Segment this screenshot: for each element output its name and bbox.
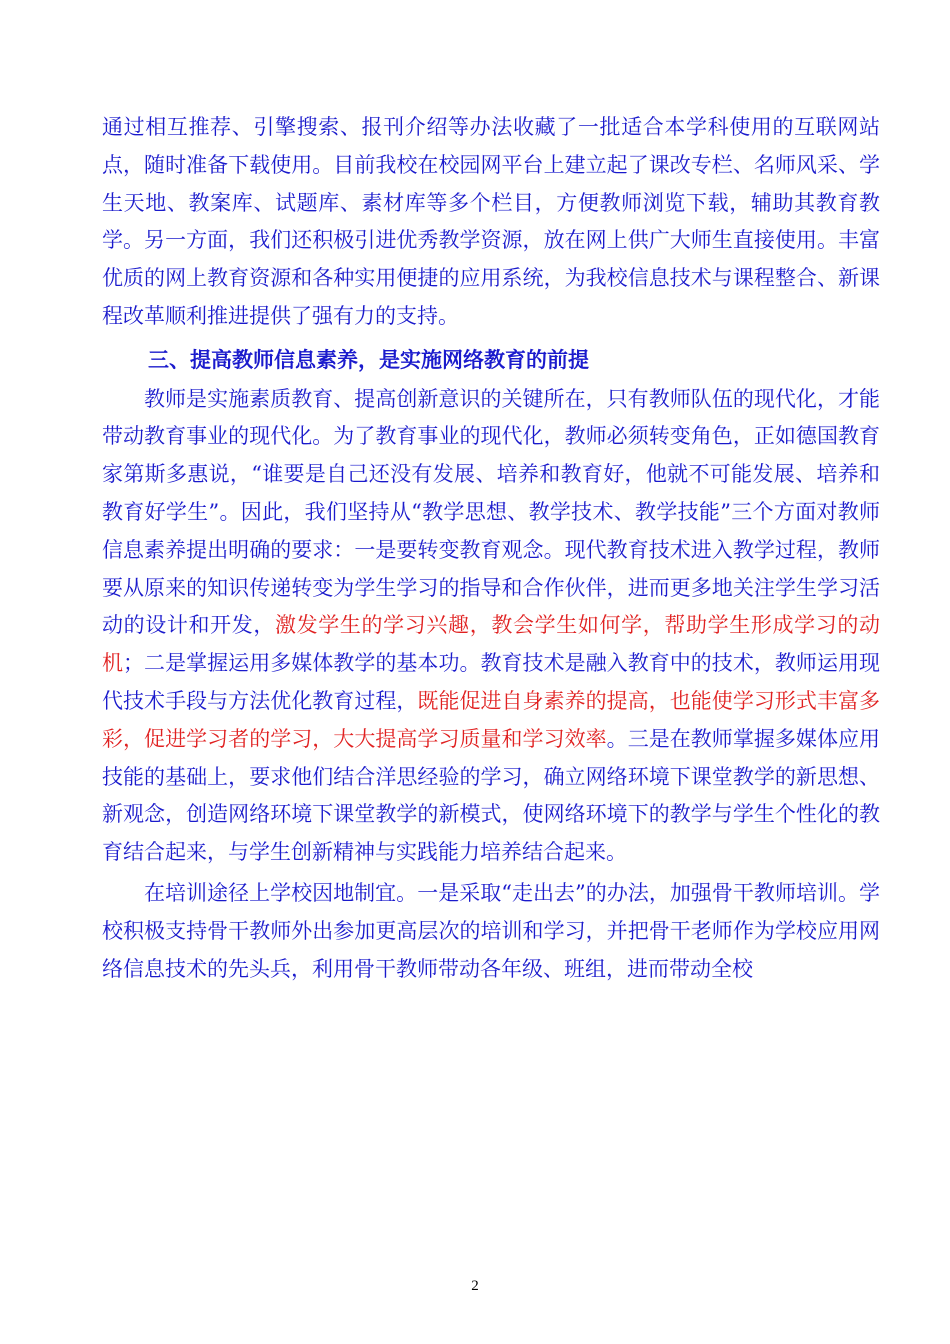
highlight-text-2: 既能促进自身素养的提高，也能使学习形式丰富多彩，促进学习者的学习，大大提高学习质量和学习效率	[102, 688, 881, 751]
paragraph-text-part-2: ；二是掌握运用多媒体教学的基本功。教育技术是融入教育中的技术，教师运用现代技术手段与方法优化教育过程，	[102, 651, 881, 713]
paragraph-text-part-3: 。三是在教师掌握多媒体应用技能的基础上，要求他们结合洋思经验的学习，确立网络环境下课堂教学的新思想、新观念，创造网络环境下课堂教学的新模式，使网络环境下的教学与学生个性化的教育结合起来，与学生创新精神与实践能力培养结合起来。	[102, 726, 881, 865]
page-content	[102, 109, 880, 988]
highlight-text-1: 激发学生的学习兴趣，教会学生如何学，帮助学生形成学习的动机	[102, 613, 881, 676]
paragraph-teacher-literacy	[102, 381, 880, 872]
paragraph-training: 在培训途径上学校因地制宜。一是采取“走出去”的办法，加强骨干教师培训。学校积极支持骨干教师外出参加更高层次的培训和学习，并把骨干老师作为学校应用网络信息技术的先头兵，利用骨干教师带动各年级、班组，进而带动全校	[102, 880, 880, 981]
section-heading-3: 三、提高教师信息素养，是实施网络教育的前提	[148, 346, 589, 372]
page-number: 2	[471, 1278, 479, 1294]
paragraph-text-part-1: 教师是实施素质教育、提高创新意识的关键所在，只有教师队伍的现代化，才能带动教育事业的现代化。为了教育事业的现代化，教师必须转变角色，正如德国教育家第斯多惠说，“谁要是自己还没有发展、培养和教育好，他就不可能发展、培养和教育好学生”。因此，我们坚持从“教学思想、教学技术、教学技能”三个方面对教师信息素养提出明确的要求：一是要转变教育观念。现代教育技术进入教学过程，教师要从原来的知识传递转变为学生学习的指导和合作伙伴，进而更多地关注学生学习活动的设计和开发，	[102, 386, 880, 638]
paragraph-continued: 通过相互推荐、引擎搜索、报刊介绍等办法收藏了一批适合本学科使用的互联网站点，随时准备下载使用。目前我校在校园网平台上建立起了课改专栏、名师风采、学生天地、教案库、试题库、素材库等多个栏目，方便教师浏览下载，辅助其教育教学。另一方面，我们还积极引进优秀教学资源，放在网上供广大师生直接使用。丰富优质的网上教育资源和各种实用便捷的应用系统，为我校信息技术与课程整合、新课程改革顺利推进提供了强有力的支持。	[102, 115, 880, 328]
